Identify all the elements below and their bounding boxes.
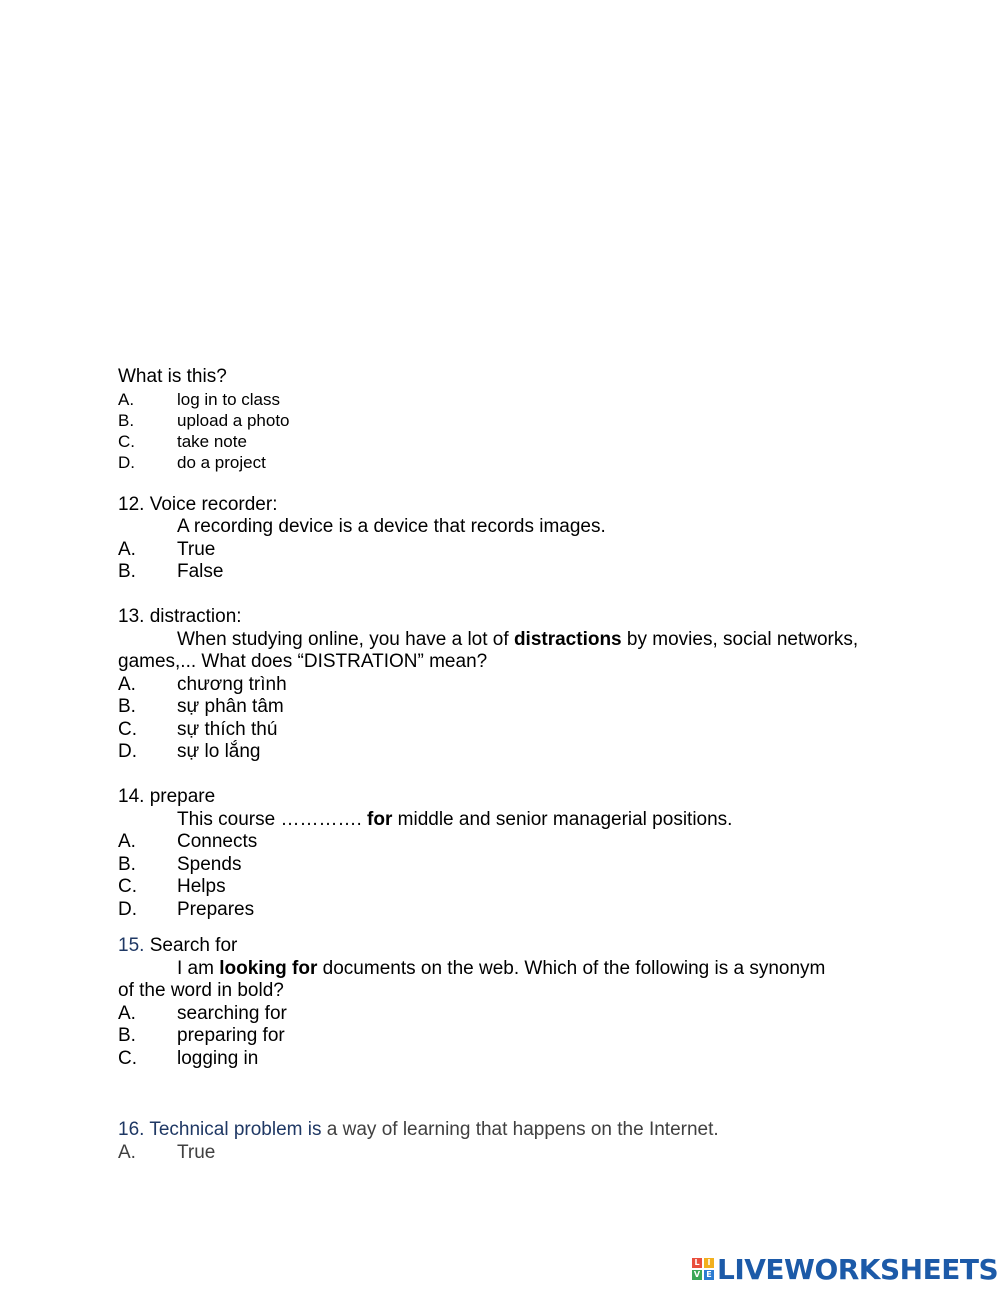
logo-tiles-icon [692, 1258, 714, 1280]
option-letter: B. [118, 854, 136, 875]
option-letter: A. [118, 831, 136, 852]
option-text: Connects [177, 831, 258, 852]
q15-prompt-post: documents on the web. Which of the following is a synonym [317, 958, 826, 979]
q15-title-text: Search for [144, 935, 238, 956]
q15-option-c[interactable] [118, 1048, 258, 1070]
option-text: Spends [177, 854, 242, 875]
liveworksheets-logo [692, 1252, 998, 1286]
q14-prompt [177, 809, 732, 831]
option-letter: B. [118, 561, 136, 582]
option-text: log in to class [177, 390, 280, 409]
option-letter: B. [118, 411, 135, 430]
q14-prompt-post: middle and senior managerial positions. [392, 809, 733, 830]
option-text: sự lo lắng [177, 741, 261, 762]
q16-rest: a way of learning that happens on the Internet. [321, 1119, 719, 1140]
q11-option-a[interactable] [118, 389, 280, 410]
q15-prompt-pre: I am [177, 958, 220, 979]
logo-tile-v: V [693, 1270, 701, 1279]
q16-number: 16. [118, 1119, 150, 1140]
option-text: Prepares [177, 899, 255, 920]
q16-prompt [118, 1119, 719, 1141]
option-letter: C. [118, 876, 137, 897]
q16-option-a[interactable] [118, 1142, 215, 1164]
q15-option-b[interactable] [118, 1025, 285, 1047]
option-letter: D. [118, 453, 135, 472]
option-letter: B. [118, 1025, 136, 1046]
option-text: True [177, 539, 216, 560]
q14-option-b[interactable] [118, 854, 241, 876]
option-text: take note [177, 432, 247, 451]
q12-option-b[interactable] [118, 561, 223, 583]
q12-option-a[interactable] [118, 539, 215, 561]
option-letter: C. [118, 432, 135, 451]
q14-prompt-bold: for [367, 809, 393, 830]
q13-prompt-line2: games,... What does “DISTRATION” mean? [118, 651, 488, 672]
q14-option-c[interactable] [118, 876, 226, 898]
option-letter: A. [118, 1003, 136, 1024]
q15-prompt-line1 [177, 958, 825, 980]
q11-option-b[interactable] [118, 410, 290, 431]
logo-tile-i: I [704, 1258, 714, 1268]
option-letter: A. [118, 390, 135, 409]
option-letter: D. [118, 899, 137, 920]
option-text: False [177, 561, 224, 582]
q14-prompt-pre: This course …………. [177, 809, 368, 830]
q13-option-c[interactable] [118, 719, 277, 741]
q11-question: What is this? [118, 366, 227, 387]
q16-term: Technical problem is [149, 1119, 322, 1140]
option-letter: A. [118, 1142, 136, 1163]
q11-option-d[interactable] [118, 452, 266, 473]
option-text: do a project [177, 453, 266, 472]
q13-option-b[interactable] [118, 696, 284, 718]
option-text: True [177, 1142, 216, 1163]
q12-statement: A recording device is a device that records images. [177, 516, 606, 537]
option-letter: B. [118, 696, 136, 717]
option-letter: C. [118, 1048, 137, 1069]
option-text: upload a photo [177, 411, 290, 430]
logo-tile-e: E [704, 1270, 714, 1280]
option-text: sự thích thú [177, 719, 278, 740]
option-text: searching for [177, 1003, 287, 1024]
q13-option-d[interactable] [118, 741, 261, 763]
q14-option-d[interactable] [118, 899, 254, 921]
logo-tile-l: L [692, 1258, 702, 1268]
q13-option-a[interactable] [118, 674, 287, 696]
q14-title: 14. prepare [118, 786, 216, 807]
option-text: logging in [177, 1048, 259, 1069]
q13-prompt-line1 [177, 629, 858, 651]
q11-option-c[interactable] [118, 431, 247, 452]
option-text: chương trình [177, 674, 287, 695]
option-letter: C. [118, 719, 137, 740]
q14-option-a[interactable] [118, 831, 257, 853]
logo-text: LIVEWORKSHEETS [717, 1252, 999, 1286]
q15-option-a[interactable] [118, 1003, 287, 1025]
option-text: preparing for [177, 1025, 285, 1046]
q15-prompt-line2: of the word in bold? [118, 980, 284, 1001]
q13-title: 13. distraction: [118, 606, 242, 627]
option-letter: D. [118, 741, 137, 762]
q13-prompt-bold: distractions [513, 629, 622, 650]
q15-title [118, 935, 237, 957]
q12-title: 12. Voice recorder: [118, 494, 278, 515]
option-text: sự phân tâm [177, 696, 284, 717]
q15-prompt-bold: looking for [219, 958, 318, 979]
option-letter: A. [118, 674, 136, 695]
option-text: Helps [177, 876, 226, 897]
q13-prompt-post: by movies, social networks, [621, 629, 859, 650]
option-letter: A. [118, 539, 136, 560]
q15-number: 15. [118, 935, 145, 956]
q13-prompt-pre: When studying online, you have a lot of [177, 629, 514, 650]
